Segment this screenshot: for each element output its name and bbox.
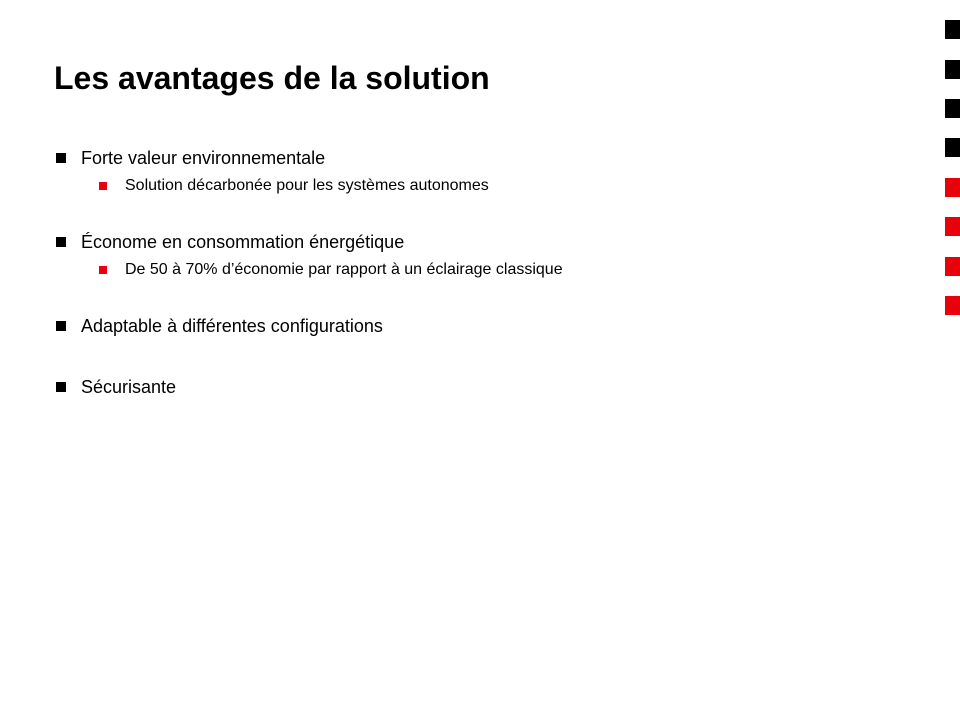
sub-bullet-item: [99, 258, 563, 282]
sub-bullet-item: [99, 174, 489, 198]
bullet-item: [56, 314, 383, 338]
bullet-text: Économe en consommation énergétique: [81, 231, 405, 252]
red-square-icon: [945, 296, 960, 315]
red-square-icon: [945, 257, 960, 276]
dark-square-icon: [945, 138, 960, 157]
square-bullet-icon: [56, 153, 66, 163]
sub-bullet-text: Solution décarbonée pour les systèmes autonomes: [125, 177, 489, 194]
slide-title: Les avantages de la solution: [54, 60, 490, 96]
bullet-text: Sécurisante: [81, 376, 177, 397]
red-square-bullet-icon: [99, 182, 107, 190]
square-bullet-icon: [56, 237, 66, 247]
square-bullet-icon: [56, 321, 66, 331]
bullet-item: [56, 146, 325, 170]
bullet-text: Adaptable à différentes configurations: [81, 315, 383, 336]
dark-square-icon: [945, 20, 960, 39]
red-square-icon: [945, 178, 960, 197]
sub-bullet-text: De 50 à 70% d’économie par rapport à un éclairage classique: [125, 261, 563, 278]
bullet-item: [56, 230, 404, 254]
red-square-icon: [945, 217, 960, 236]
bullet-item: [56, 375, 176, 399]
square-bullet-icon: [56, 382, 66, 392]
bullet-text: Forte valeur environnementale: [81, 147, 326, 168]
dark-square-icon: [945, 60, 960, 79]
dark-square-icon: [945, 99, 960, 118]
red-square-bullet-icon: [99, 266, 107, 274]
